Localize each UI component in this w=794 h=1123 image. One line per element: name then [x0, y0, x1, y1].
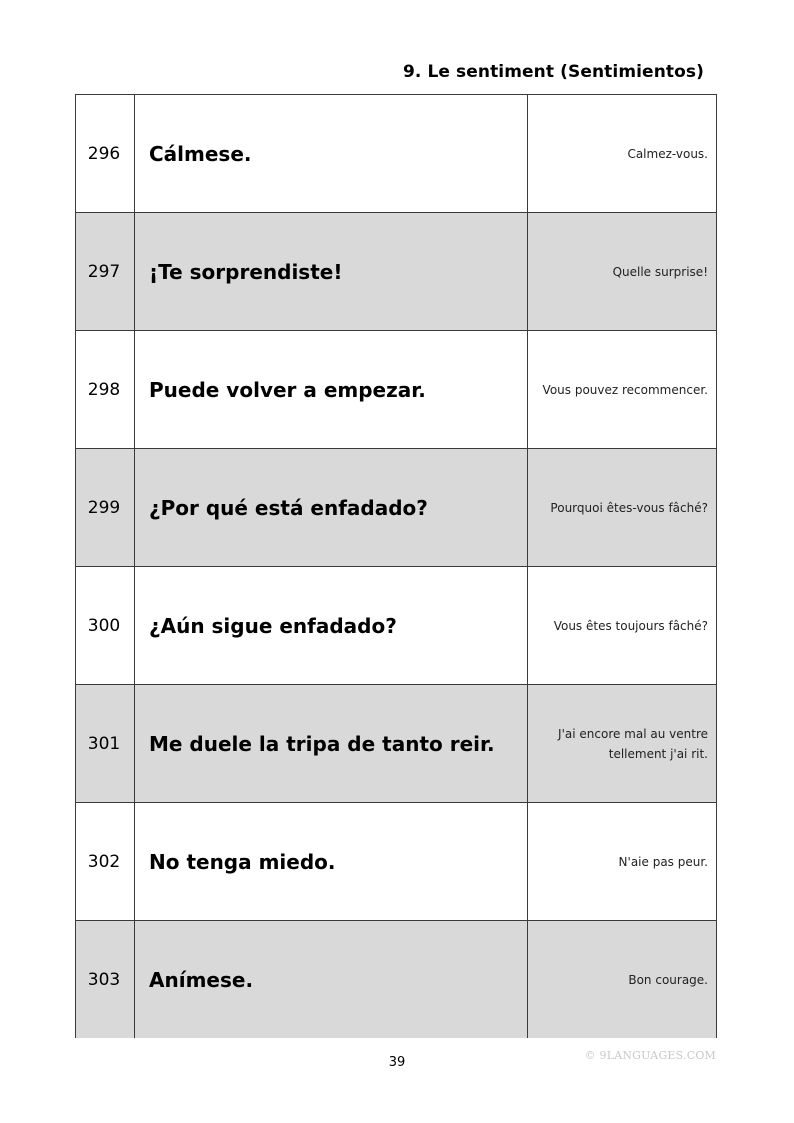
french-translation-cell: [528, 449, 717, 567]
french-translation: Calmez-vous.: [627, 146, 708, 161]
table-row: [76, 331, 717, 449]
page-number: 39: [388, 1055, 406, 1070]
spanish-phrase: Puede volver a empezar.: [135, 331, 528, 449]
table-row: [76, 803, 717, 921]
french-translation-cell: [528, 685, 717, 803]
phrase-number: 303: [76, 921, 135, 1039]
spanish-phrase: Cálmese.: [135, 95, 528, 213]
french-translation: Vous êtes toujours fâché?: [553, 618, 708, 633]
french-translation-cell: [528, 567, 717, 685]
french-translation-cell: [528, 921, 717, 1039]
copyright-watermark: © 9LANGUAGES.COM: [584, 1049, 716, 1062]
table-row: [76, 567, 717, 685]
spanish-phrase: No tenga miedo.: [135, 803, 528, 921]
french-translation-cell: [528, 331, 717, 449]
phrase-number: 302: [76, 803, 135, 921]
phrase-number: 298: [76, 331, 135, 449]
table-row: [76, 685, 717, 803]
spanish-phrase: Me duele la tripa de tanto reir.: [135, 685, 528, 803]
section-title: 9. Le sentiment (Sentimientos): [402, 62, 704, 82]
french-translation: N'aie pas peur.: [618, 854, 708, 869]
french-translation: Vous pouvez recommencer.: [542, 382, 708, 397]
spanish-phrase: ¿Por qué está enfadado?: [135, 449, 528, 567]
french-translation: Bon courage.: [628, 972, 708, 987]
french-translation: J'ai encore mal au ventre tellement j'ai rit.: [558, 726, 708, 761]
table-row: [76, 95, 717, 213]
french-translation: Pourquoi êtes-vous fâché?: [550, 500, 708, 515]
phrase-number: 299: [76, 449, 135, 567]
table-row: [76, 213, 717, 331]
phrase-number: 296: [76, 95, 135, 213]
spanish-phrase: Anímese.: [135, 921, 528, 1039]
spanish-phrase: ¡Te sorprendiste!: [135, 213, 528, 331]
french-translation-cell: [528, 803, 717, 921]
phrase-number: 300: [76, 567, 135, 685]
phrase-table: [75, 94, 717, 1038]
french-translation-cell: [528, 213, 717, 331]
table-row: [76, 449, 717, 567]
spanish-phrase: ¿Aún sigue enfadado?: [135, 567, 528, 685]
table-row: [76, 921, 717, 1039]
phrase-number: 297: [76, 213, 135, 331]
french-translation-cell: [528, 95, 717, 213]
french-translation: Quelle surprise!: [612, 264, 708, 279]
phrase-number: 301: [76, 685, 135, 803]
